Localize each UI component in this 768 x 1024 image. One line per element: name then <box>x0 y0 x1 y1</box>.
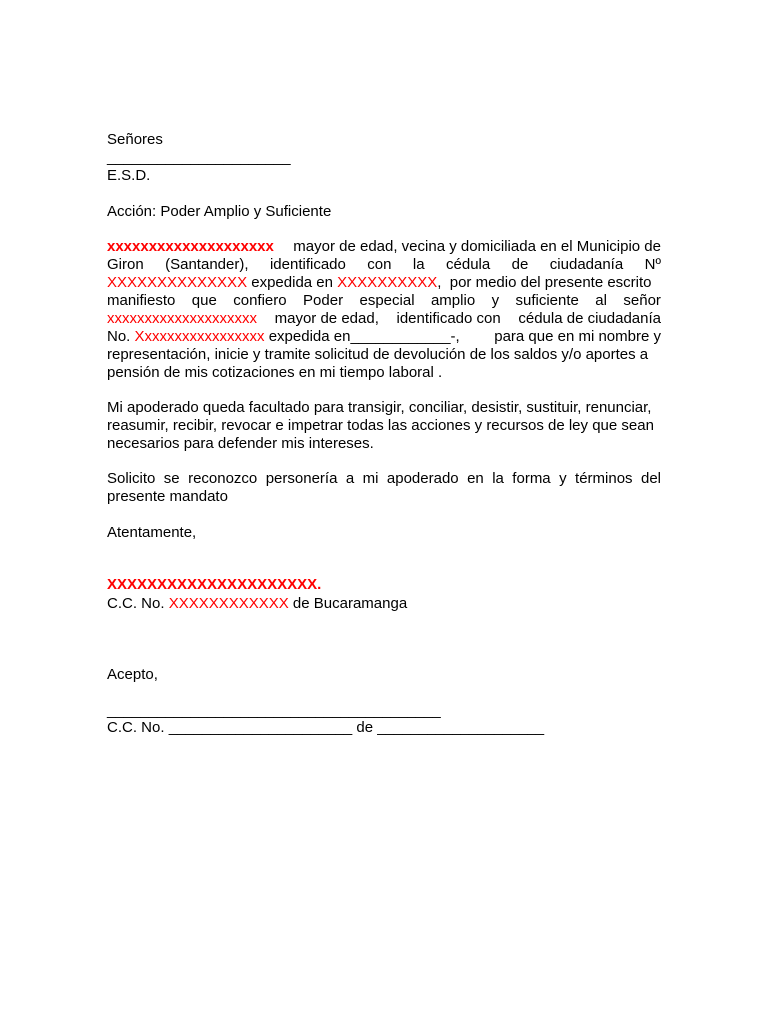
text-segment: mayor de edad, <box>274 310 379 327</box>
text-segment: expedida en____________-, <box>268 328 460 345</box>
text-segment: Giron <box>107 256 144 273</box>
subject-line: Acción: Poder Amplio y Suficiente <box>107 203 332 220</box>
paragraph-row <box>107 328 661 346</box>
salutation: Señores <box>107 131 163 148</box>
text-segment: Poder <box>303 292 344 309</box>
text-segment: (Santander), <box>165 256 249 273</box>
recipient-blank: ______________________ <box>107 149 291 166</box>
text-segment: al <box>595 292 607 309</box>
accept-label: Acepto, <box>107 666 158 683</box>
paragraph-row <box>107 346 661 364</box>
paragraph-row <box>107 238 661 256</box>
text-segment: Solicito se reconozco personería a mi apoderado en la forma y términos del <box>107 470 661 487</box>
text-segment: señor <box>623 292 661 309</box>
paragraph-poder <box>107 238 661 382</box>
faculties-line-1: Mi apoderado queda facultado para transigir, conciliar, desistir, sustituir, renunciar, <box>107 399 652 416</box>
grantor-name-placeholder: xxxxxxxxxxxxxxxxxxxx <box>107 238 274 255</box>
text-segment: cédula de ciudadanía <box>518 310 661 327</box>
text-segment: expedida en <box>251 274 333 291</box>
text-segment: cédula <box>446 256 491 273</box>
text-segment: pensión de mis cotizaciones en mi tiempo laboral . <box>107 364 443 381</box>
signer-cc-city: de Bucaramanga <box>292 595 408 612</box>
text-segment: , por medio del presente escrito <box>437 274 652 291</box>
text-segment: identificado <box>269 256 346 273</box>
grantor-id-city-placeholder: XXXXXXXXXX <box>337 274 438 291</box>
accept-cc-line <box>107 719 544 737</box>
text-segment: que <box>191 292 217 309</box>
signer-cc-label: C.C. No. <box>107 595 165 612</box>
attorney-name-placeholder: xxxxxxxxxxxxxxxxxxxx <box>107 310 257 327</box>
paragraph-row <box>107 364 661 382</box>
accept-cc-label: C.C. No. <box>107 719 165 736</box>
text-segment: de <box>511 256 529 273</box>
faculties-line-2: reasumir, recibir, revocar e impetrar todas las acciones y recursos de ley que sean <box>107 417 654 434</box>
accept-city-blank: ____________________ <box>377 719 545 736</box>
accept-cc-blank: ______________________ <box>168 719 353 736</box>
text-segment: y <box>491 292 500 309</box>
faculties-line-3: necesarios para defender mis intereses. <box>107 435 374 452</box>
text-segment: suficiente <box>515 292 579 309</box>
paragraph-row <box>107 274 661 292</box>
text-segment: la <box>412 256 425 273</box>
paragraph-row <box>107 292 661 310</box>
text-segment: para que en mi nombre y <box>494 328 661 345</box>
paragraph-request <box>107 470 661 506</box>
text-segment: manifiesto <box>107 292 176 309</box>
paragraph-row <box>107 310 661 328</box>
text-segment: amplio <box>430 292 476 309</box>
signer-name-placeholder: XXXXXXXXXXXXXXXXXXXXX. <box>107 576 322 593</box>
text-segment: Nº <box>644 256 661 273</box>
paragraph-row <box>107 488 661 506</box>
text-segment: confiero <box>233 292 287 309</box>
accept-signature-line: ________________________________________ <box>107 702 441 719</box>
text-segment: identificado con <box>396 310 501 327</box>
closing: Atentamente, <box>107 524 197 541</box>
text-segment: mayor de edad, vecina y domiciliada en el Municipio de <box>293 238 661 255</box>
text-segment: presente mandato <box>107 488 228 505</box>
text-segment: especial <box>359 292 415 309</box>
signer-cc-line <box>107 595 407 613</box>
grantor-id-placeholder: XXXXXXXXXXXXXX <box>107 274 248 291</box>
text-segment: representación, inicie y tramite solicitud de devolución de los saldos y/o aportes a <box>107 346 649 363</box>
accept-de: de <box>356 719 374 736</box>
esd-line: E.S.D. <box>107 167 151 184</box>
text-segment: No. <box>107 328 131 345</box>
text-segment: con <box>367 256 392 273</box>
attorney-id-placeholder: Xxxxxxxxxxxxxxxxx <box>134 328 265 345</box>
signer-cc-placeholder: XXXXXXXXXXXX <box>168 595 289 612</box>
text-segment: ciudadanía <box>549 256 624 273</box>
paragraph-row <box>107 470 661 488</box>
paragraph-row <box>107 256 661 274</box>
